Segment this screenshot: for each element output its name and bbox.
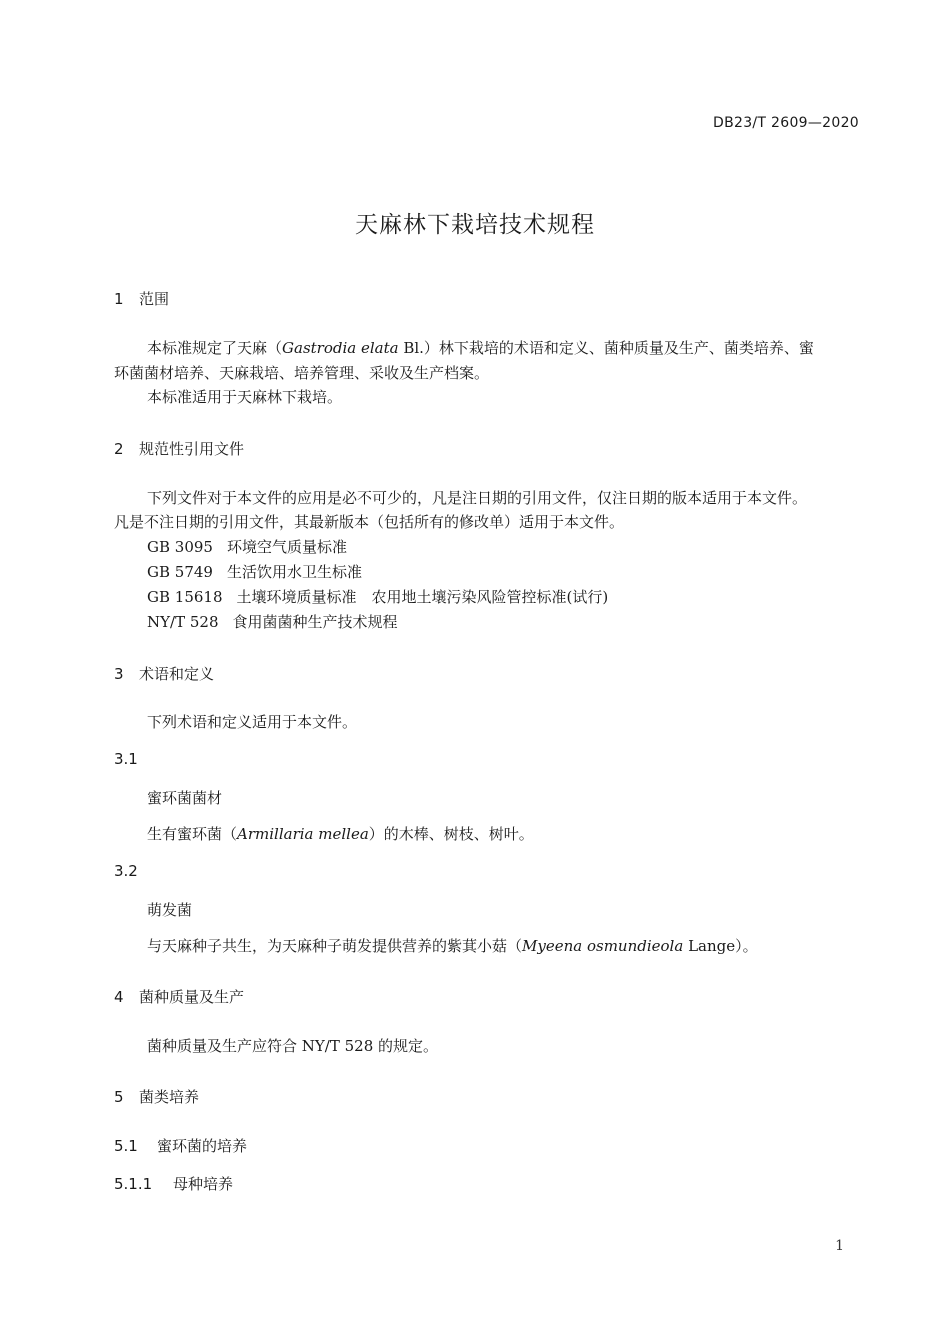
reference-item — [147, 610, 398, 635]
reference-name: 食用菌菌种生产技术规程 — [232, 613, 398, 631]
reference-item — [147, 535, 347, 560]
reference-code: NY/T 528 — [147, 613, 219, 631]
reference-name: 环境空气质量标准 — [226, 538, 347, 556]
term-3-2-title: 萌发菌 — [147, 901, 193, 919]
section-5-1-heading — [114, 1135, 247, 1156]
section-number: 2 — [114, 440, 124, 458]
reference-code: GB 3095 — [147, 538, 213, 556]
section-title: 术语和定义 — [139, 665, 215, 683]
latin-name: Armillaria mellea — [237, 825, 369, 843]
section-1-heading — [114, 288, 169, 309]
strain-quality-paragraph: 菌种质量及生产应符合 NY/T 528 的规定。 — [147, 1037, 439, 1055]
section-5-heading — [114, 1086, 199, 1107]
term-3-2-number: 3.2 — [114, 862, 138, 880]
text-run: Lange）。 — [683, 937, 758, 955]
latin-name: Gastrodia elata — [282, 339, 399, 357]
text-run: Bl.）林下栽培的术语和定义、菌种质量及生产、菌类培养、蜜 — [398, 339, 814, 357]
section-number: 1 — [114, 290, 124, 308]
section-title: 蜜环菌的培养 — [157, 1137, 248, 1155]
section-title: 范围 — [139, 290, 170, 308]
latin-name: Myeena osmundieola — [522, 937, 684, 955]
section-number: 4 — [114, 988, 124, 1006]
term-3-2-definition — [147, 934, 758, 959]
text-run: 本标准规定了天麻（ — [147, 339, 283, 357]
section-2-heading — [114, 438, 244, 459]
text-run: 与天麻种子共生，为天麻种子萌发提供营养的紫萁小菇（ — [147, 937, 523, 955]
term-3-1-number: 3.1 — [114, 750, 138, 768]
scope-applicability: 本标准适用于天麻林下栽培。 — [147, 388, 343, 406]
section-number: 5 — [114, 1088, 124, 1106]
terms-intro: 下列术语和定义适用于本文件。 — [147, 713, 358, 731]
page-number: 1 — [835, 1238, 844, 1254]
section-number: 5.1.1 — [114, 1175, 153, 1193]
section-3-heading — [114, 663, 214, 684]
section-4-heading — [114, 986, 244, 1007]
term-3-1-title: 蜜环菌菌材 — [147, 789, 223, 807]
section-5-1-1-heading — [114, 1173, 233, 1194]
reference-code: GB 5749 — [147, 563, 213, 581]
reference-name: 土壤环境质量标准 农用地土壤污染风险管控标准(试行) — [236, 588, 609, 606]
section-title: 母种培养 — [173, 1175, 234, 1193]
reference-item — [147, 560, 362, 585]
document-code: DB23/T 2609—2020 — [713, 115, 859, 131]
document-title: 天麻林下栽培技术规程 — [355, 212, 595, 238]
section-number: 3 — [114, 665, 124, 683]
text-run: ）的木棒、树枝、树叶。 — [368, 825, 534, 843]
section-title: 菌种质量及生产 — [139, 988, 245, 1006]
reference-name: 生活饮用水卫生标准 — [226, 563, 362, 581]
scope-paragraph-line1 — [147, 336, 814, 361]
section-number: 5.1 — [114, 1137, 138, 1155]
text-run: 生有蜜环菌（ — [147, 825, 238, 843]
references-intro-line2: 凡是不注日期的引用文件，其最新版本（包括所有的修改单）适用于本文件。 — [114, 513, 625, 531]
reference-item — [147, 585, 608, 610]
term-3-1-definition — [147, 822, 534, 847]
section-title: 菌类培养 — [139, 1088, 200, 1106]
section-title: 规范性引用文件 — [139, 440, 245, 458]
reference-code: GB 15618 — [147, 588, 223, 606]
scope-paragraph-line2: 环菌菌材培养、天麻栽培、培养管理、采收及生产档案。 — [114, 364, 490, 382]
references-intro-line1: 下列文件对于本文件的应用是必不可少的，凡是注日期的引用文件，仅注日期的版本适用于本文件。 — [147, 489, 808, 507]
